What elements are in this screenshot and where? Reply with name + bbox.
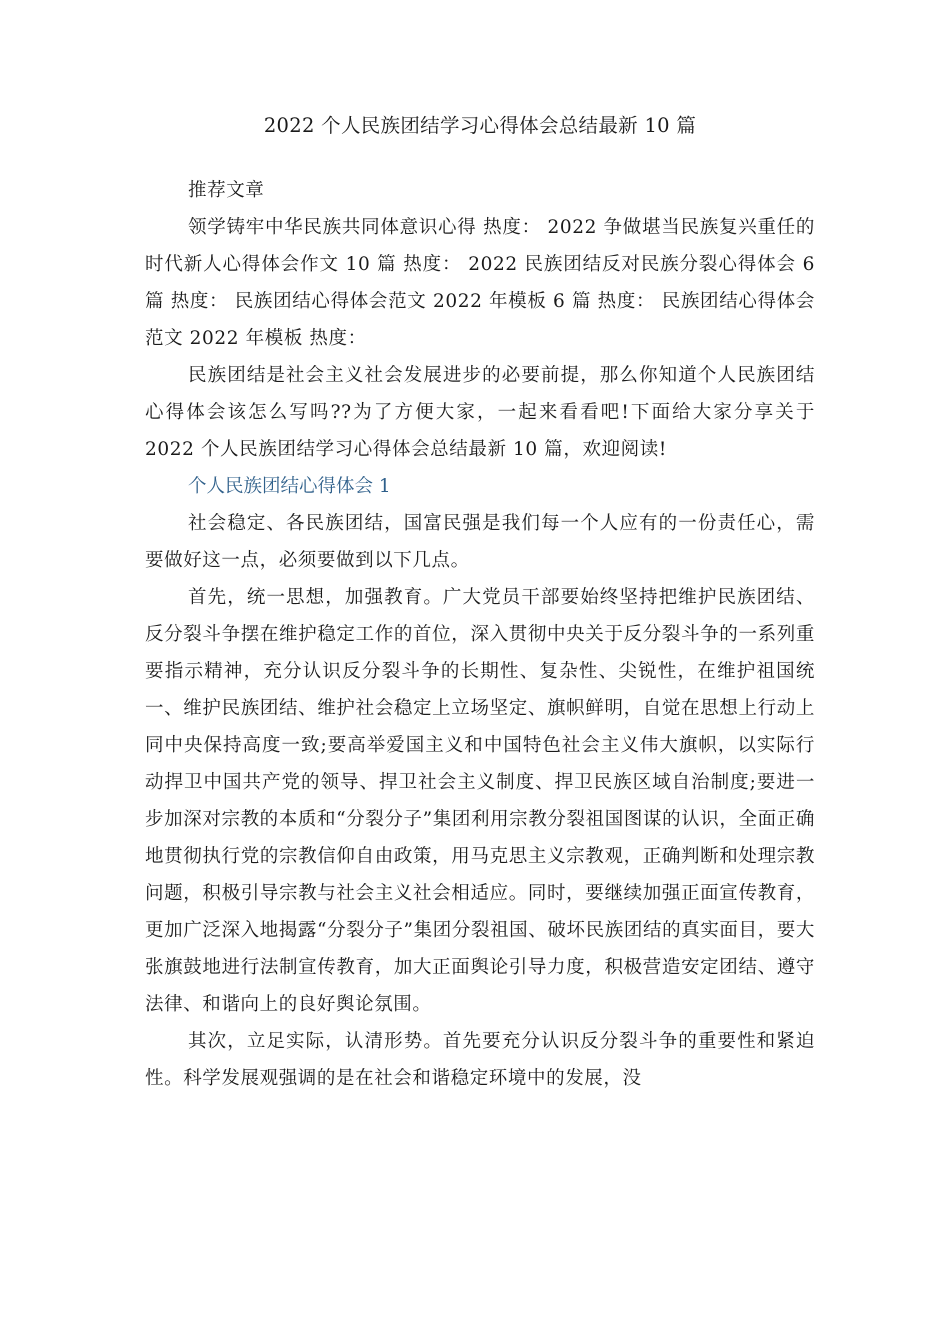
body-paragraph-3: 其次，立足实际，认清形势。首先要充分认识反分裂斗争的重要性和紧迫性。科学发展观强调的是在社会和谐稳定环境中的发展，没 [145, 1031, 815, 1089]
document-title: 2022 个人民族团结学习心得体会总结最新 10 篇 [263, 114, 697, 137]
recommended-list: 领学铸牢中华民族共同体意识心得 热度： 2022 争做堪当民族复兴重任的时代新人心得体会作文 10 篇 热度： 2022 民族团结反对民族分裂心得体会 6 篇 热度： 民族团结心得体会范文 2022 年模板 6 篇 热度： 民族团结心得体会范文 2022 年模板 热度： [145, 217, 815, 349]
recommended-label: 推荐文章 [188, 180, 265, 201]
document-page [145, 108, 815, 1097]
body-paragraph-1: 社会稳定、各民族团结，国富民强是我们每一个人应有的一份责任心，需要做好这一点，必须要做到以下几点。 [145, 513, 815, 571]
body-paragraph-2: 首先，统一思想，加强教育。广大党员干部要始终坚持把维护民族团结、反分裂斗争摆在维护稳定工作的首位，深入贯彻中央关于反分裂斗争的一系列重要指示精神，充分认识反分裂斗争的长期性、复杂性、尖锐性，在维护祖国统一、维护民族团结、维护社会稳定上立场坚定、旗帜鲜明，自觉在思想上行动上同中央保持高度一致;要高举爱国主义和中国特色社会主义伟大旗帜，以实际行动捍卫中国共产党的领导、捍卫社会主义制度、捍卫民族区域自治制度;要进一步加深对宗教的本质和“分裂分子”集团利用宗教分裂祖国图谋的认识，全面正确地贯彻执行党的宗教信仰自由政策，用马克思主义宗教观，正确判断和处理宗教问题，积极引导宗教与社会主义社会相适应。同时，要继续加强正面宣传教育，更加广泛深入地揭露“分裂分子”集团分裂祖国、破坏民族团结的真实面目，要大张旗鼓地进行法制宣传教育，加大正面舆论引导力度，积极营造安定团结、遵守法律、和谐向上的良好舆论氛围。 [145, 587, 815, 1015]
section-heading: 个人民族团结心得体会 1 [188, 476, 391, 497]
intro-paragraph: 民族团结是社会主义社会发展进步的必要前提，那么你知道个人民族团结心得体会该怎么写吗??为了方便大家，一起来看看吧!下面给大家分享关于 2022 个人民族团结学习心得体会总结最新 10 篇，欢迎阅读! [145, 365, 815, 460]
